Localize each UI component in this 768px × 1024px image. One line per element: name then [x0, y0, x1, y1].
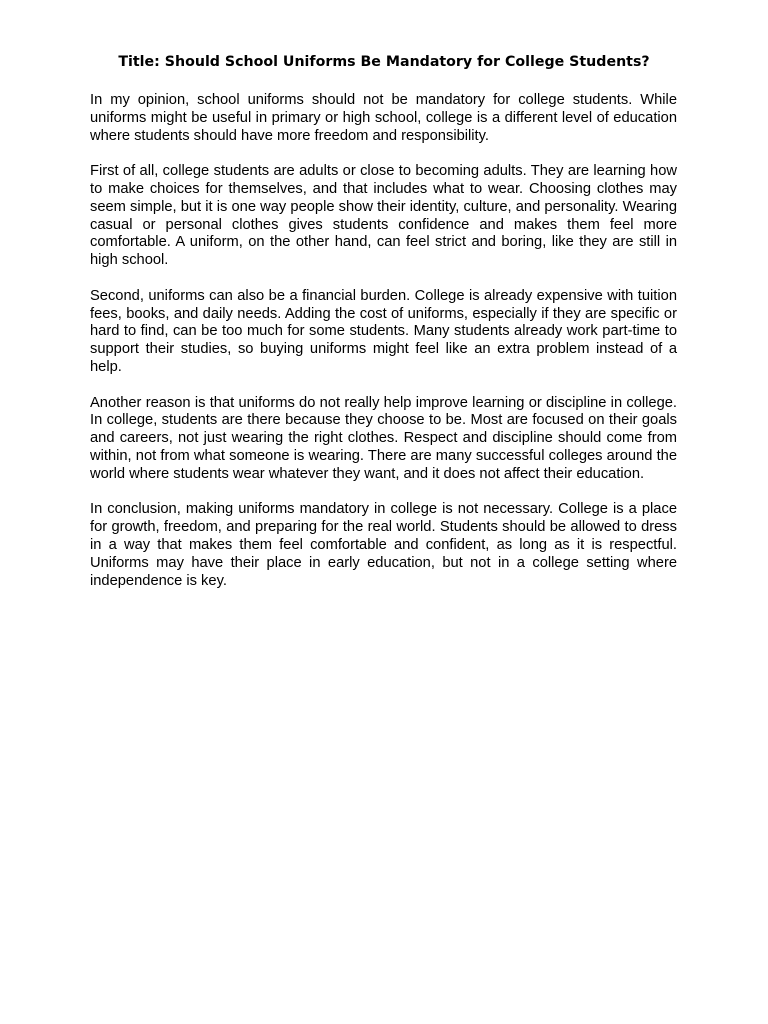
document-title: Title: Should School Uniforms Be Mandatory for College Students?: [118, 54, 650, 70]
paragraph-first-argument: First of all, college students are adults or close to becoming adults. They are learning how to make choices for themselves, and that includes what to wear. Choosing clothes may seem simple, but it is one way people show their identity, culture, and personality. Wearing casual or personal clothes gives students confidence and makes them feel more comfortable. A uniform, on the other hand, can feel strict and boring, like they are still in high school.: [90, 163, 677, 269]
document-body: [90, 92, 677, 608]
paragraph-conclusion: In conclusion, making uniforms mandatory in college is not necessary. College is a place for growth, freedom, and preparing for the real world. Students should be allowed to dress in a way that makes them feel comfortable and confident, as long as it is respectful. Uniforms may have their place in early education, but not in a college setting where independence is key.: [90, 501, 677, 589]
paragraph-second-argument: Second, uniforms can also be a financial burden. College is already expensive with tuition fees, books, and daily needs. Adding the cost of uniforms, especially if they are specific or hard to find, can be too much for some students. Many students already work part-time to support their studies, so buying uniforms might feel like an extra problem instead of a help.: [90, 287, 677, 375]
paragraph-third-argument: Another reason is that uniforms do not really help improve learning or discipline in college. In college, students are there because they choose to be. Most are focused on their goals and careers, not just wearing the right clothes. Respect and discipline should come from within, not from what someone is wearing. There are many successful colleges around the world where students wear whatever they want, and it does not affect their education.: [90, 394, 677, 482]
paragraph-introduction: In my opinion, school uniforms should not be mandatory for college students. While uniforms might be useful in primary or high school, college is a different level of education where students should have more freedom and responsibility.: [90, 92, 677, 144]
